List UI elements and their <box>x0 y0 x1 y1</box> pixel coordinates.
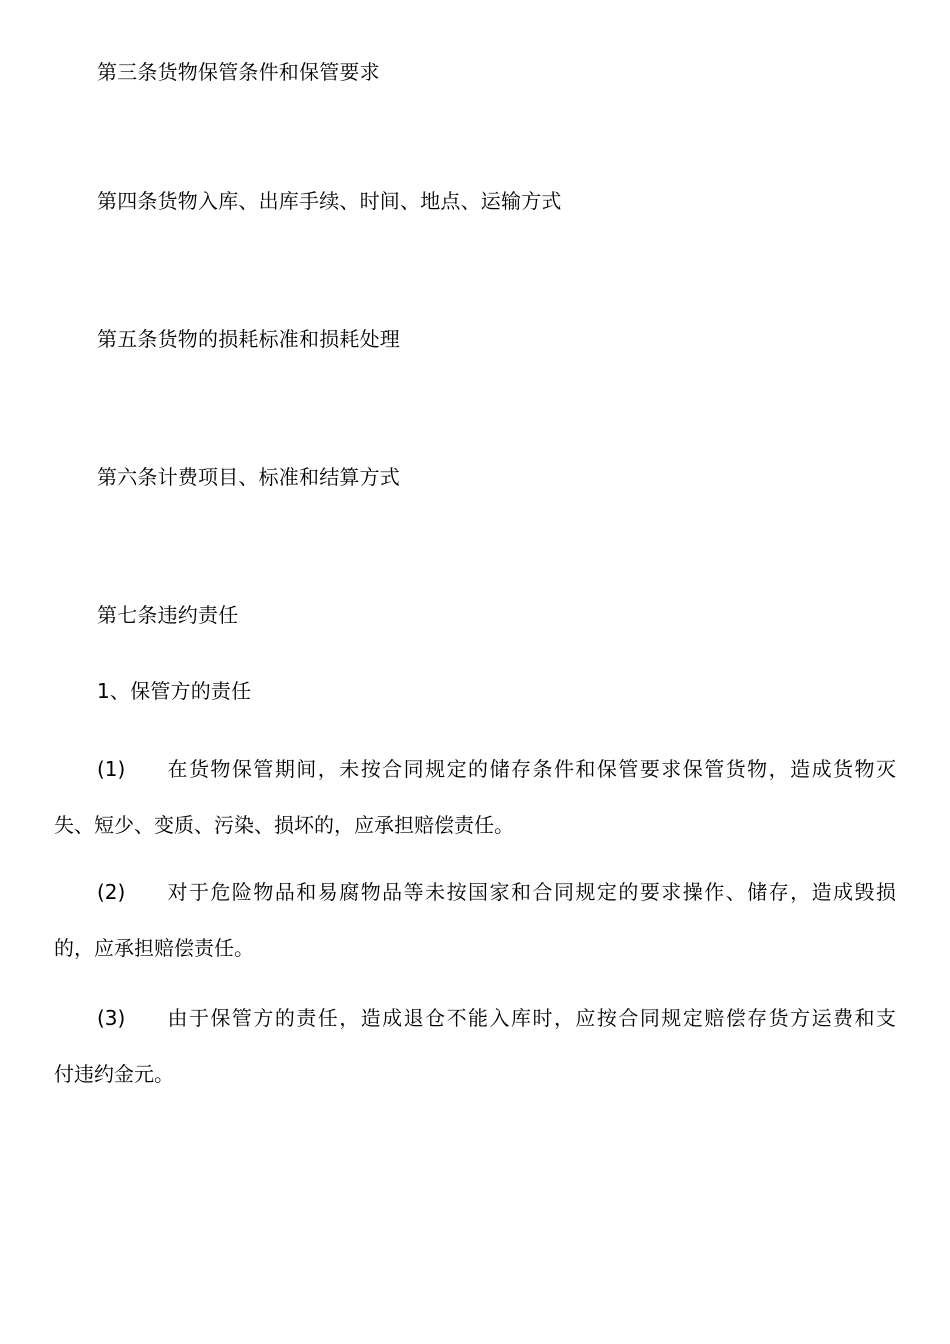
article-4-heading: 第四条货物入库、出库手续、时间、地点、运输方式 <box>97 189 562 213</box>
article-3-heading: 第三条货物保管条件和保管要求 <box>97 60 380 84</box>
subheading-custodian-liability: 1、保管方的责任 <box>97 679 252 703</box>
liability-item-2-continuation: 的，应承担赔偿责任。 <box>54 936 254 960</box>
liability-item-1-continuation: 失、短少、变质、污染、损坏的，应承担赔偿责任。 <box>54 813 514 837</box>
liability-item-1 <box>54 757 896 837</box>
item-text: 在货物保管期间，未按合同规定的储存条件和保管要求保管货物，造成货物灭 <box>166 757 896 781</box>
item-number: (3) <box>97 1006 126 1030</box>
item-text: 由于保管方的责任，造成退仓不能入库时，应按合同规定赔偿存货方运费和支 <box>166 1006 896 1030</box>
liability-item-3-first-line <box>54 1006 896 1030</box>
liability-item-1-first-line <box>54 757 896 781</box>
article-7-heading: 第七条违约责任 <box>97 603 239 627</box>
liability-item-2 <box>54 880 896 960</box>
item-number: (2) <box>97 880 126 904</box>
liability-item-3-continuation: 付违约金元。 <box>54 1062 174 1086</box>
item-number: (1) <box>97 757 126 781</box>
liability-item-2-first-line <box>54 880 896 904</box>
liability-item-3 <box>54 1006 896 1086</box>
article-6-heading: 第六条计费项目、标准和结算方式 <box>97 465 400 489</box>
item-text: 对于危险物品和易腐物品等未按国家和合同规定的要求操作、储存，造成毁损 <box>166 880 896 904</box>
article-5-heading: 第五条货物的损耗标准和损耗处理 <box>97 327 400 351</box>
